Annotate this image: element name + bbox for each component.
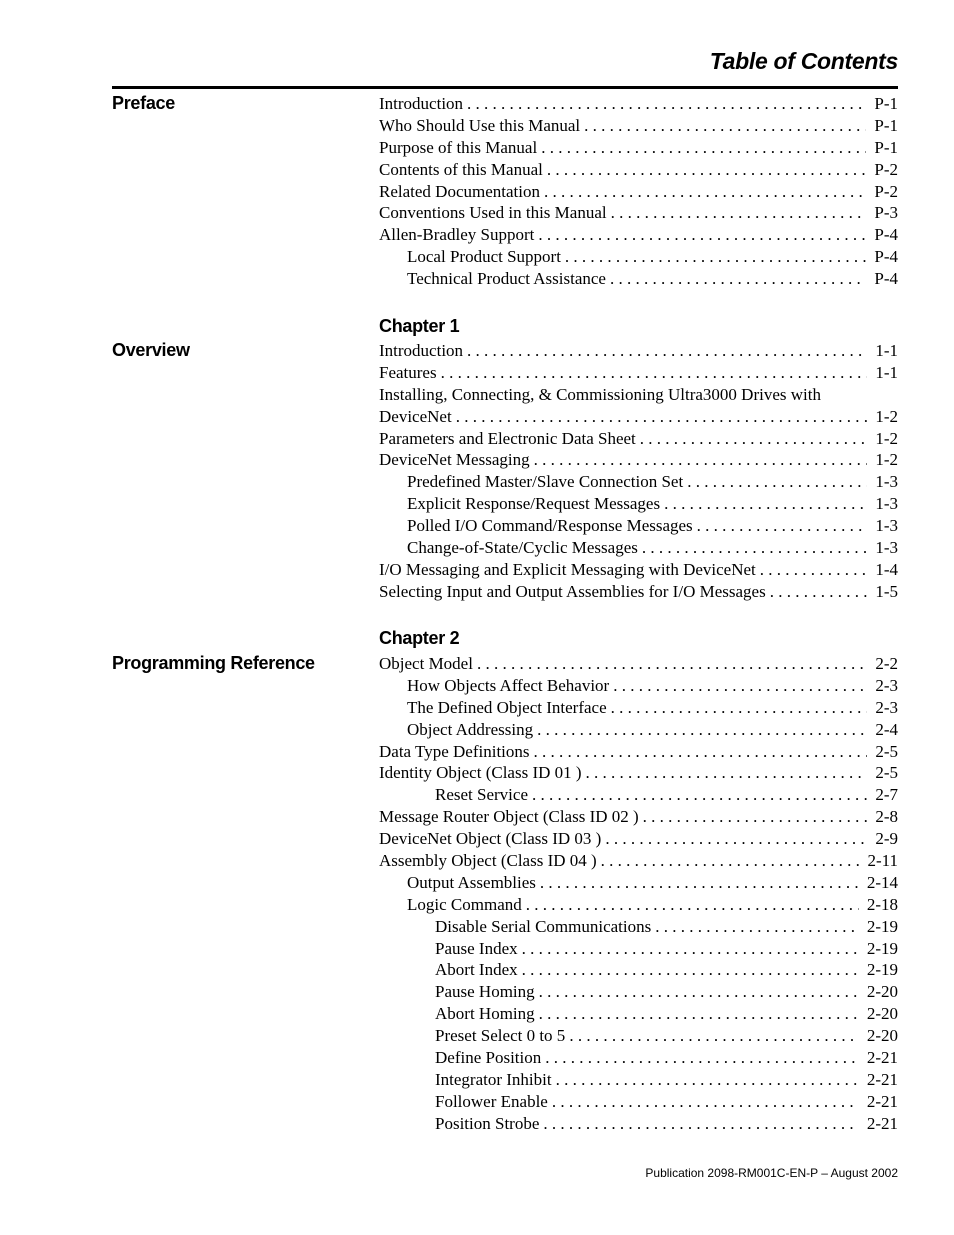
toc-entry-page: 1-2 [875,450,898,470]
toc-entry[interactable] [379,341,898,363]
toc-entry[interactable] [379,1048,898,1070]
toc-entry-title: Purpose of this Manual [379,137,538,157]
toc-entry-title: Parameters and Electronic Data Sheet [379,428,636,448]
toc-entry-title: Introduction [379,94,464,113]
toc-entry[interactable] [379,494,898,516]
toc-leader-dots [534,450,868,470]
toc-entry-title: DeviceNet Object (Class ID 03 ) [379,829,602,849]
toc-entry-page: 1-5 [875,581,898,601]
toc-entry[interactable] [379,138,898,160]
toc-entry-page: 2-20 [866,982,898,1002]
toc-entry-page: 2-2 [875,654,898,673]
toc-entry[interactable] [379,742,898,764]
toc-leader-dots [547,160,867,180]
toc-entry-page: 1-3 [875,538,898,558]
toc-list-preface [379,94,898,291]
toc-entry-title: Message Router Object (Class ID 02 ) [379,807,639,827]
toc-entry-title: Who Should Use this Manual [379,115,581,135]
section-label-programming-reference: Programming Reference [112,653,315,673]
publication-footer: Publication 2098-RM001C-EN-P – August 2002 [645,1166,898,1180]
toc-entry-page: 2-19 [866,938,898,958]
toc-entry[interactable] [379,407,898,429]
toc-entry-title: Features [379,362,437,382]
toc-leader-dots [760,560,868,580]
toc-entry-page: 1-1 [875,362,898,382]
toc-leader-dots [532,785,867,805]
toc-entry[interactable] [379,363,898,385]
toc-entry-title: Conventions Used in this Manual [379,203,607,223]
toc-leader-dots [640,429,868,449]
toc-entry-title: Integrator Inhibit [435,1069,552,1089]
toc-entry-page: 2-7 [875,785,898,805]
toc-entry[interactable] [379,94,898,116]
toc-entry-title: Reset Service [435,785,528,805]
toc-entry-title: Assembly Object (Class ID 04 ) [379,851,597,871]
toc-entry[interactable] [379,160,898,182]
toc-leader-dots [565,247,866,267]
toc-entry-title: Change-of-State/Cyclic Messages [407,538,638,558]
toc-entry[interactable] [379,1070,898,1092]
toc-entry-title: Follower Enable [435,1091,548,1111]
toc-entry[interactable] [379,698,898,720]
toc-entry-page: 2-11 [867,851,898,871]
toc-entry-page: P-3 [874,203,898,223]
toc-leader-dots [541,138,866,158]
toc-entry-title: Predefined Master/Slave Connection Set [407,472,684,492]
chapter-label-1: Chapter 1 [379,316,460,336]
toc-leader-dots [664,494,867,514]
toc-entry[interactable] [379,917,898,939]
toc-entry-title: Pause Homing [435,982,535,1002]
toc-entry-page: 2-4 [875,719,898,739]
toc-leader-dots [611,698,868,718]
toc-entry-page: 1-4 [875,559,898,579]
toc-entry-page: P-2 [874,159,898,179]
toc-entry[interactable] [379,654,898,676]
toc-leader-dots [441,363,868,383]
toc-entry[interactable] [379,960,898,982]
toc-leader-dots [643,807,868,827]
toc-leader-dots [584,116,866,136]
toc-entry[interactable] [379,873,898,895]
toc-leader-dots [467,341,867,361]
toc-entry-title: Installing, Connecting, & Commissioning Ultra3000 Drives with [379,384,821,404]
toc-entry-title: Abort Homing [435,1004,535,1024]
toc-leader-dots [538,225,866,245]
toc-entry-page: 1-2 [875,428,898,448]
toc-entry[interactable] [379,1092,898,1114]
toc-entry-page: 2-5 [875,763,898,783]
toc-leader-dots [522,960,859,980]
toc-entry-title: How Objects Affect Behavior [407,675,610,695]
toc-leader-dots [613,676,867,696]
toc-entry[interactable] [379,939,898,961]
toc-entry-page: 2-9 [875,829,898,849]
toc-entry[interactable] [379,785,898,807]
toc-entry-title: Pause Index [435,938,518,958]
toc-leader-dots [545,1048,859,1068]
toc-leader-dots [544,182,866,202]
toc-entry-page: 2-21 [866,1048,898,1068]
toc-entry-page: 2-19 [866,916,898,936]
toc-entry[interactable] [379,182,898,204]
toc-leader-dots [586,763,868,783]
toc-entry[interactable] [379,807,898,829]
toc-entry-page: P-1 [874,94,898,113]
toc-entry-title: Technical Product Assistance [407,269,606,289]
toc-entry[interactable] [379,203,898,225]
toc-entry-title: Preset Select 0 to 5 [435,1026,566,1046]
toc-leader-dots [526,895,859,915]
toc-leader-dots [605,829,867,849]
toc-entry[interactable] [379,116,898,138]
toc-entry[interactable] [379,429,898,451]
toc-entry-page: P-2 [874,181,898,201]
toc-entry[interactable] [379,1114,898,1136]
toc-entry-title: Position Strobe [435,1113,540,1133]
toc-entry[interactable] [379,450,898,472]
toc-entry-page: 2-20 [866,1004,898,1024]
toc-entry[interactable] [379,982,898,1004]
toc-leader-dots [537,720,867,740]
toc-entry[interactable] [379,582,898,604]
toc-entry-page: P-4 [874,225,898,245]
toc-entry-page: P-4 [874,269,898,289]
toc-entry-title: Logic Command [407,894,522,914]
toc-leader-dots [610,269,866,289]
page-title: Table of Contents [709,48,898,74]
section-label-preface: Preface [112,93,175,113]
toc-entry-page: 2-18 [866,894,898,914]
toc-entry-title: DeviceNet [379,406,452,426]
toc-entry[interactable] [379,895,898,917]
toc-entry[interactable] [379,516,898,538]
toc-leader-dots [611,203,867,223]
toc-entry-page: 2-19 [866,960,898,980]
toc-entry-title: Define Position [435,1048,542,1068]
toc-entry-page: 1-2 [875,406,898,426]
toc-entry-title: Allen-Bradley Support [379,225,535,245]
toc-leader-dots [556,1070,859,1090]
toc-entry-title: Contents of this Manual [379,159,543,179]
toc-entry-title: Object Addressing [407,719,534,739]
toc-entry[interactable] [379,851,898,873]
toc-entry[interactable] [379,472,898,494]
toc-entry-page: 2-14 [866,872,898,892]
toc-entry-title: Output Assemblies [407,872,536,892]
toc-entry-page: 2-3 [875,675,898,695]
toc-leader-dots [552,1092,859,1112]
toc-entry[interactable] [379,763,898,785]
toc-entry-page: 2-3 [875,697,898,717]
section-label-overview: Overview [112,340,190,360]
toc-entry-title: Polled I/O Command/Response Messages [407,516,693,536]
toc-entry-title: The Defined Object Interface [407,697,607,717]
toc-entry[interactable] [379,247,898,269]
toc-entry-title: Local Product Support [407,247,561,267]
toc-leader-dots [477,654,867,674]
toc-entry-page: 1-3 [875,472,898,492]
toc-leader-dots [770,582,868,602]
toc-entry-title: Explicit Response/Request Messages [407,494,661,514]
toc-entry-title: I/O Messaging and Explicit Messaging with DeviceNet [379,559,756,579]
toc-leader-dots [569,1026,859,1046]
toc-entry-title: Data Type Definitions [379,741,530,761]
toc-entry[interactable] [379,1004,898,1026]
toc-entry-page: P-1 [874,137,898,157]
toc-entry-page: 2-21 [866,1091,898,1111]
toc-leader-dots [522,939,859,959]
toc-entry-page: 1-1 [875,341,898,360]
toc-entry-title: Disable Serial Communications [435,916,652,936]
toc-list-programming-reference [379,654,898,1136]
toc-entry-title: Abort Index [435,960,518,980]
toc-entry[interactable] [379,560,898,582]
toc-entry[interactable] [379,225,898,247]
toc-entry[interactable] [379,1026,898,1048]
toc-list-overview [379,341,898,604]
toc-leader-dots [539,1004,859,1024]
toc-entry-page: 1-3 [875,494,898,514]
toc-entry-page: 2-20 [866,1026,898,1046]
toc-entry[interactable] [379,829,898,851]
toc-entry-title: Object Model [379,654,473,673]
toc-leader-dots [540,873,859,893]
toc-leader-dots [642,538,867,558]
toc-entry-page: 2-8 [875,807,898,827]
toc-entry-title: Introduction [379,341,464,360]
toc-entry-page: 1-3 [875,516,898,536]
toc-entry[interactable] [379,538,898,560]
toc-entry[interactable] [379,269,898,291]
toc-leader-dots [655,917,859,937]
toc-entry-title: Selecting Input and Output Assemblies for I/O Messages [379,581,766,601]
toc-leader-dots [456,407,868,427]
toc-leader-dots [534,742,868,762]
toc-entry-page: P-1 [874,115,898,135]
toc-entry-page: 2-21 [866,1069,898,1089]
toc-entry[interactable] [379,720,898,742]
toc-entry-page: P-4 [874,247,898,267]
toc-entry-page: 2-5 [875,741,898,761]
toc-entry-page: 2-21 [866,1113,898,1133]
title-rule [112,86,898,89]
toc-leader-dots [697,516,868,536]
toc-entry-title: Identity Object (Class ID 01 ) [379,763,582,783]
toc-leader-dots [543,1114,858,1134]
toc-leader-dots [687,472,867,492]
toc-leader-dots [539,982,859,1002]
toc-entry-title: DeviceNet Messaging [379,450,530,470]
toc-entry-title: Related Documentation [379,181,540,201]
toc-entry[interactable] [379,385,898,407]
chapter-label-2: Chapter 2 [379,628,460,648]
toc-leader-dots [601,851,860,871]
toc-leader-dots [467,94,866,114]
toc-entry[interactable] [379,676,898,698]
